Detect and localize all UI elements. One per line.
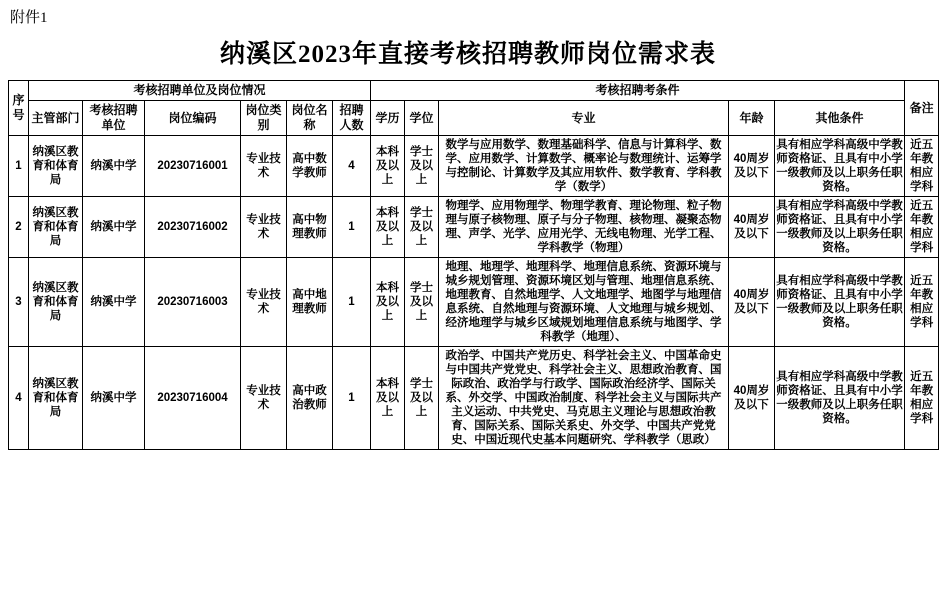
header-other: 其他条件 bbox=[775, 101, 905, 136]
header-recruit-num: 招聘人数 bbox=[333, 101, 371, 136]
table-row bbox=[9, 347, 939, 450]
cell-remark: 近五年教相应学科 bbox=[905, 136, 939, 197]
header-post-name: 岗位名称 bbox=[287, 101, 333, 136]
cell-other: 具有相应学科高级中学教师资格证、且具有中小学一级教师及以上职务任职资格。 bbox=[775, 136, 905, 197]
cell-age: 40周岁及以下 bbox=[729, 197, 775, 258]
cell-other: 具有相应学科高级中学教师资格证、且具有中小学一级教师及以上职务任职资格。 bbox=[775, 258, 905, 347]
cell-degree: 学士及以上 bbox=[405, 347, 439, 450]
job-requirements-table bbox=[8, 80, 939, 450]
cell-major: 政治学、中国共产党历史、科学社会主义、中国革命史与中国共产党党史、科学社会主义、思想政治教育、国际政治、政治学与行政学、国际政治经济学、国际关系、外交学、中国政治制度、科学社会主义与国际共产主义运动、中共党史、马克思主义理论与思想政治教育、国际关系、国际关系史、外交学、中国共产党党史、中国近现代史基本问题研究、学科教学（思政） bbox=[439, 347, 729, 450]
cell-recruit-num: 1 bbox=[333, 197, 371, 258]
cell-age: 40周岁及以下 bbox=[729, 136, 775, 197]
cell-index: 4 bbox=[9, 347, 29, 450]
cell-education: 本科及以上 bbox=[371, 347, 405, 450]
cell-dept: 纳溪区教育和体育局 bbox=[29, 258, 83, 347]
table-header-row-1 bbox=[9, 81, 939, 101]
header-major: 专业 bbox=[439, 101, 729, 136]
table-header-row-2 bbox=[9, 101, 939, 136]
header-group-unit-post: 考核招聘单位及岗位情况 bbox=[29, 81, 371, 101]
header-post-type: 岗位类别 bbox=[241, 101, 287, 136]
header-degree: 学位 bbox=[405, 101, 439, 136]
cell-education: 本科及以上 bbox=[371, 258, 405, 347]
cell-recruit-num: 4 bbox=[333, 136, 371, 197]
cell-index: 2 bbox=[9, 197, 29, 258]
cell-post-type: 专业技术 bbox=[241, 197, 287, 258]
cell-remark: 近五年教相应学科 bbox=[905, 258, 939, 347]
header-age: 年龄 bbox=[729, 101, 775, 136]
cell-post-type: 专业技术 bbox=[241, 258, 287, 347]
header-dept: 主管部门 bbox=[29, 101, 83, 136]
cell-post-name: 高中政治教师 bbox=[287, 347, 333, 450]
cell-degree: 学士及以上 bbox=[405, 258, 439, 347]
cell-age: 40周岁及以下 bbox=[729, 258, 775, 347]
cell-post-type: 专业技术 bbox=[241, 347, 287, 450]
cell-post-code: 20230716001 bbox=[145, 136, 241, 197]
cell-dept: 纳溪区教育和体育局 bbox=[29, 347, 83, 450]
cell-education: 本科及以上 bbox=[371, 136, 405, 197]
attachment-label: 附件1 bbox=[10, 10, 48, 26]
cell-post-code: 20230716002 bbox=[145, 197, 241, 258]
cell-recruit-num: 1 bbox=[333, 347, 371, 450]
cell-other: 具有相应学科高级中学教师资格证、且具有中小学一级教师及以上职务任职资格。 bbox=[775, 347, 905, 450]
header-education: 学历 bbox=[371, 101, 405, 136]
cell-post-code: 20230716004 bbox=[145, 347, 241, 450]
cell-dept: 纳溪区教育和体育局 bbox=[29, 197, 83, 258]
cell-index: 3 bbox=[9, 258, 29, 347]
cell-index: 1 bbox=[9, 136, 29, 197]
cell-unit: 纳溪中学 bbox=[83, 258, 145, 347]
cell-degree: 学士及以上 bbox=[405, 197, 439, 258]
header-unit: 考核招聘单位 bbox=[83, 101, 145, 136]
cell-unit: 纳溪中学 bbox=[83, 197, 145, 258]
cell-age: 40周岁及以下 bbox=[729, 347, 775, 450]
cell-major: 数学与应用数学、数理基础科学、信息与计算科学、数学、应用数学、计算数学、概率论与数理统计、运筹学与控制论、计算数学及其应用软件、数学教育、学科教学（数学） bbox=[439, 136, 729, 197]
header-index: 序号 bbox=[9, 81, 29, 136]
cell-major: 物理学、应用物理学、物理学教育、理论物理、粒子物理与原子核物理、原子与分子物理、核物理、凝聚态物理、声学、光学、应用光学、无线电物理、光学工程、学科教学（物理） bbox=[439, 197, 729, 258]
cell-remark: 近五年教相应学科 bbox=[905, 197, 939, 258]
header-group-conditions: 考核招聘考条件 bbox=[371, 81, 905, 101]
header-post-code: 岗位编码 bbox=[145, 101, 241, 136]
header-remark: 备注 bbox=[905, 81, 939, 136]
table-row bbox=[9, 197, 939, 258]
cell-remark: 近五年教相应学科 bbox=[905, 347, 939, 450]
cell-post-name: 高中数学教师 bbox=[287, 136, 333, 197]
cell-recruit-num: 1 bbox=[333, 258, 371, 347]
cell-other: 具有相应学科高级中学教师资格证、且具有中小学一级教师及以上职务任职资格。 bbox=[775, 197, 905, 258]
cell-dept: 纳溪区教育和体育局 bbox=[29, 136, 83, 197]
cell-unit: 纳溪中学 bbox=[83, 136, 145, 197]
cell-post-name: 高中物理教师 bbox=[287, 197, 333, 258]
cell-degree: 学士及以上 bbox=[405, 136, 439, 197]
page-title: 纳溪区2023年直接考核招聘教师岗位需求表 bbox=[219, 41, 716, 68]
cell-post-name: 高中地理教师 bbox=[287, 258, 333, 347]
cell-major: 地理、地理学、地理科学、地理信息系统、资源环境与城乡规划管理、资源环境区划与管理、地理信息系统、地理教育、自然地理学、人文地理学、地图学与地理信息系统、自然地理与资源环境、人文地理与城乡规划、经济地理学与城乡区域规划地理信息系统与地图学、学科教学（地理）、 bbox=[439, 258, 729, 347]
cell-post-type: 专业技术 bbox=[241, 136, 287, 197]
cell-post-code: 20230716003 bbox=[145, 258, 241, 347]
table-row bbox=[9, 136, 939, 197]
cell-unit: 纳溪中学 bbox=[83, 347, 145, 450]
table-row bbox=[9, 258, 939, 347]
cell-education: 本科及以上 bbox=[371, 197, 405, 258]
